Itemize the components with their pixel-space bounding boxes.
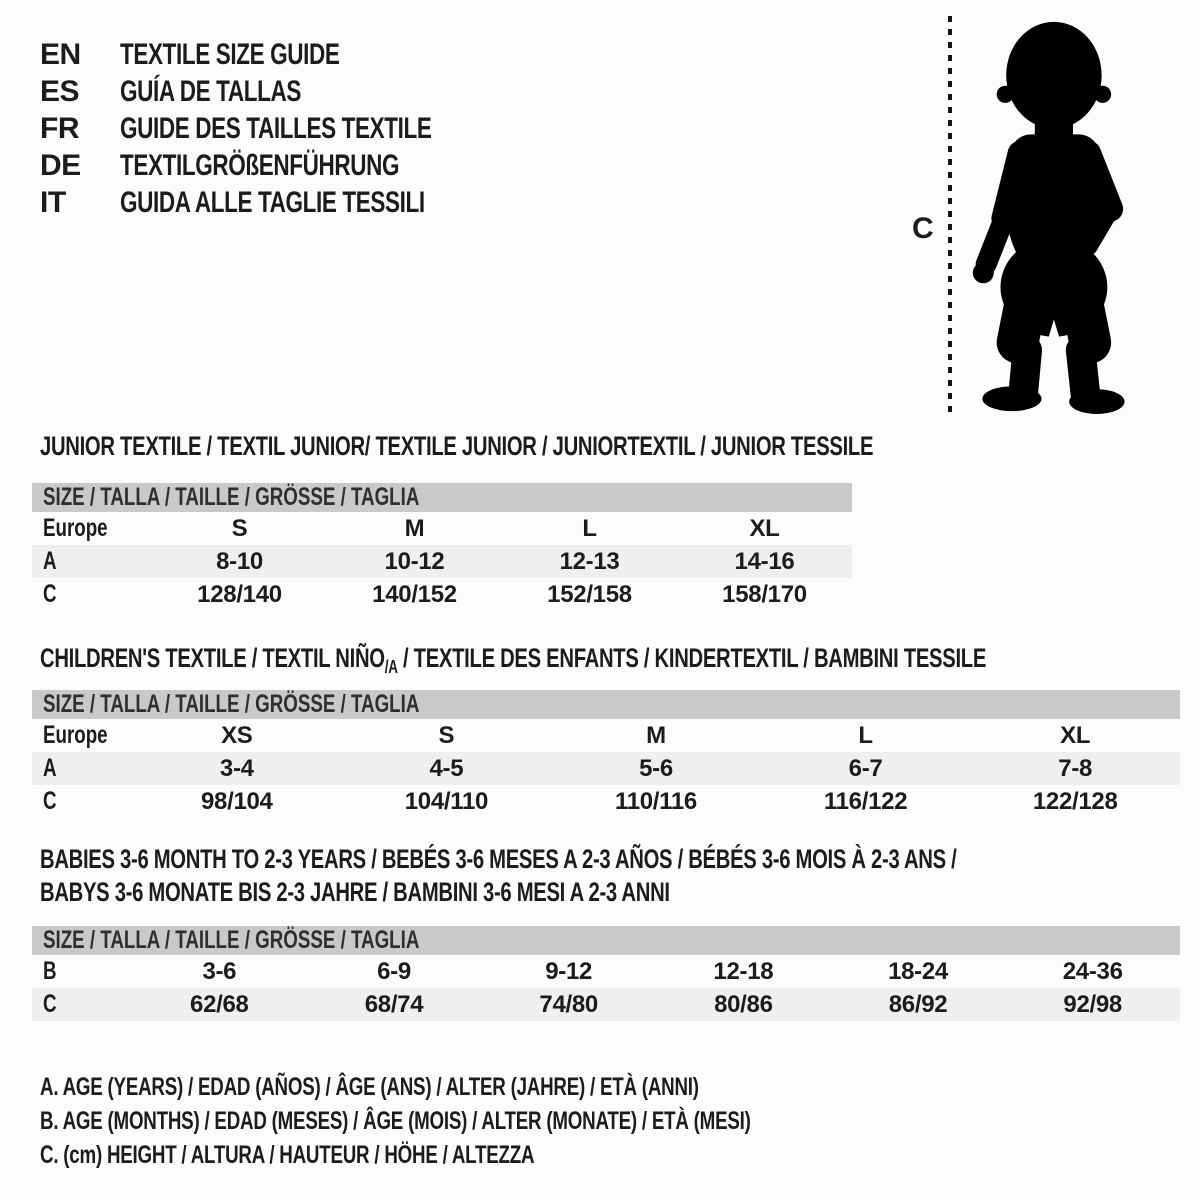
table-row-height [32,578,852,611]
children-section-title [40,642,1200,684]
junior-size-table [32,483,852,611]
value-cell: 74/80 [539,990,598,1018]
value-cell: 14-16 [734,547,795,575]
babies-section-title-line2: BABYS 3-6 MONATE BIS 2-3 JAHRE / BAMBINI 3-6 MESI A 2-3 ANNI [40,877,670,907]
value-cell: S [438,721,455,749]
guide-title-en: TEXTILE SIZE GUIDE [120,37,340,71]
junior-section-title-text: JUNIOR TEXTILE / TEXTIL JUNIOR/ TEXTILE JUNIOR / JUNIORTEXTIL / JUNIOR TESSILE [40,431,874,461]
size-header-text: SIZE / TALLA / TAILLE / GRÖSSE / TAGLIA [43,926,420,954]
row-label-cell: Europe [43,514,108,542]
language-code: EN [40,37,81,71]
language-title-list [40,36,535,221]
row-label-cell: A [43,754,57,782]
value-cell: 104/110 [404,787,489,815]
measure-label-c: C [912,212,934,245]
value-cell: L [582,514,597,542]
value-cell: 10-12 [384,547,445,575]
table-row-height [32,988,1180,1021]
guide-title-de: TEXTILGRÖßENFÜHRUNG [120,148,400,182]
value-cell: 6-7 [848,754,883,782]
baby-silhouette-icon [963,18,1141,414]
value-cell: 24-36 [1062,957,1123,985]
value-cell: 18-24 [888,957,948,985]
legend-line-c: C. (cm) HEIGHT / ALTURA / HAUTEUR / HÖHE / ALTEZZA [40,1140,535,1169]
language-code: IT [40,185,66,219]
row-label-cell: C [43,787,57,815]
size-header-text: SIZE / TALLA / TAILLE / GRÖSSE / TAGLIA [43,483,420,511]
size-header-bar [32,690,1180,719]
language-code: DE [40,148,81,182]
value-cell: 6-9 [377,957,411,985]
value-cell: 110/116 [614,787,697,815]
language-code: FR [40,111,79,145]
babies-section-title [40,843,1200,909]
value-cell: 152/158 [547,580,632,608]
guide-title-it: GUIDA ALLE TAGLIE TESSILI [120,185,425,219]
legend-line-b: B. AGE (MONTHS) / EDAD (MESES) / ÂGE (MOIS) / ALTER (MONATE) / ETÀ (MESI) [40,1106,751,1135]
value-cell: 4-5 [429,754,464,782]
value-cell: 3-4 [219,754,254,782]
value-cell: S [231,514,248,542]
language-row-es [40,73,535,110]
table-row-height [32,785,1180,818]
value-cell: 8-10 [216,547,263,575]
children-size-table [32,690,1180,818]
value-cell: 80/86 [714,990,773,1018]
value-cell: 12-13 [559,547,620,575]
language-row-en [40,36,535,73]
size-header-text: SIZE / TALLA / TAILLE / GRÖSSE / TAGLIA [43,690,420,718]
value-cell: 128/140 [197,580,282,608]
measure-legend [40,1070,988,1172]
value-cell: XL [1060,721,1091,749]
babies-size-table [32,926,1180,1021]
language-code: ES [40,74,80,108]
junior-section-title [40,430,1151,463]
row-label-cell: B [43,957,57,985]
row-label-cell: C [43,990,57,1018]
value-cell: 62/68 [190,990,249,1018]
value-cell: 122/128 [1032,787,1118,815]
language-row-de [40,147,535,184]
legend-line-a: A. AGE (YEARS) / EDAD (AÑOS) / ÂGE (ANS) / ALTER (JAHRE) / ETÀ (ANNI) [40,1072,699,1101]
value-cell: 116/122 [823,787,908,815]
size-header-bar [32,483,852,512]
value-cell: 158/170 [722,580,807,608]
row-label-cell: A [43,547,57,575]
value-cell: 140/152 [372,580,457,608]
value-cell: 5-6 [639,754,673,782]
value-cell: 68/74 [364,990,424,1018]
height-measure-line [946,16,954,416]
language-row-fr [40,110,535,147]
value-cell: 86/92 [888,990,948,1018]
language-row-it [40,184,535,221]
guide-title-fr: GUIDE DES TAILLES TEXTILE [120,111,432,145]
value-cell: XS [221,721,253,749]
table-row-age-months [32,955,1180,988]
babies-section-title-line1: BABIES 3-6 MONTH TO 2-3 YEARS / BEBÉS 3-6 MESES A 2-3 AÑOS / BÉBÉS 3-6 MOIS À 2-3 ANS / [40,844,957,874]
row-label-cell: Europe [43,721,108,749]
table-row-age [32,752,1180,785]
value-cell: M [404,514,425,542]
row-label-cell: C [43,580,57,608]
guide-title-es: GUÍA DE TALLAS [120,74,301,108]
value-cell: XL [749,514,780,542]
value-cell: 12-18 [713,957,774,985]
value-cell: L [858,721,873,749]
children-section-title-text: CHILDREN'S TEXTILE / TEXTIL $NIÑO_{/A}$ / TEXTILE DES ENFANTS / KINDERTEXTIL / BAMBINI TESSILE [40,643,987,677]
value-cell: 98/104 [200,787,273,815]
value-cell: 3-6 [202,957,237,985]
value-cell: 7-8 [1058,754,1093,782]
table-row-europe [32,512,852,545]
value-cell: M [646,721,666,749]
table-row-age [32,545,852,578]
table-row-europe [32,719,1180,752]
value-cell: 9-12 [545,957,593,985]
size-header-bar [32,926,1180,955]
value-cell: 92/98 [1063,990,1122,1018]
